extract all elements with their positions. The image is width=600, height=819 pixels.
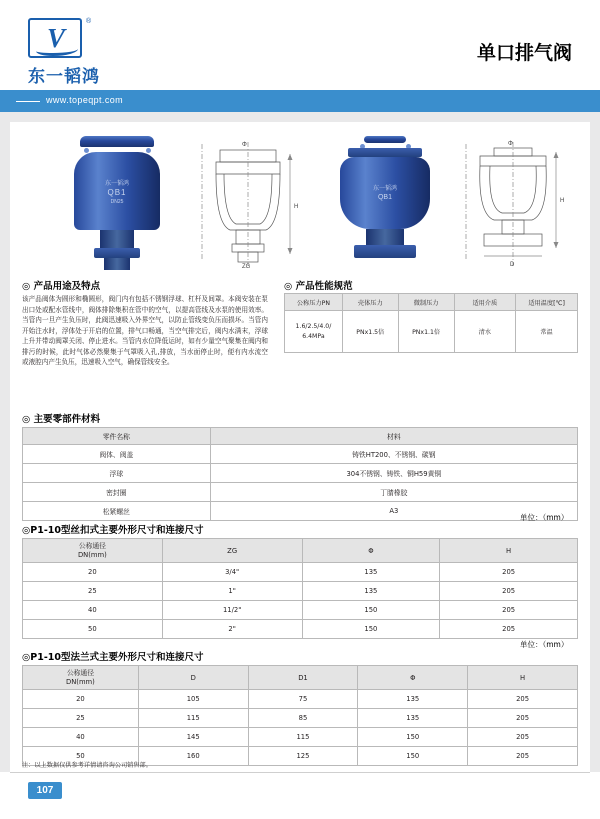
cell-seal-pressure: PNx1.1倍 xyxy=(398,311,454,353)
spec-heading: ◎ 产品性能规范 xyxy=(284,281,353,292)
registered-mark: ® xyxy=(86,18,92,25)
table-row xyxy=(23,483,578,502)
col-d: D xyxy=(138,666,248,690)
cell-d1: 85 xyxy=(248,709,358,728)
table-row xyxy=(23,445,578,464)
cell-zg: 3/4" xyxy=(162,563,302,582)
cell-material: 304不锈钢、铸铁、铜H59黄铜 xyxy=(210,464,577,483)
col-material: 材料 xyxy=(210,428,577,445)
footer-divider xyxy=(10,772,590,773)
table-header-row xyxy=(285,294,578,311)
svg-text:Φ: Φ xyxy=(508,141,513,147)
flange-dimensions-table xyxy=(22,665,578,766)
flange-dimensions-heading: ◎P1-10型法兰式主要外形尺寸和连接尺寸 xyxy=(22,652,204,663)
table-row xyxy=(23,464,578,483)
gray-divider xyxy=(0,112,600,122)
cell-h: 205 xyxy=(468,747,578,766)
cell-phi: 135 xyxy=(358,709,468,728)
svg-text:D: D xyxy=(510,262,515,268)
cell-phi: 150 xyxy=(358,747,468,766)
cell-dn: 25 xyxy=(23,582,163,601)
brand-name: 东一韬鸿 xyxy=(28,67,100,87)
materials-heading: ◎ 主要零部件材料 xyxy=(22,414,101,425)
features-heading: ◎ 产品用途及特点 xyxy=(22,281,101,292)
col-dn-line1: 公称通径 xyxy=(78,541,106,550)
cell-temperature: 常温 xyxy=(516,311,578,353)
cell-phi: 150 xyxy=(302,620,440,639)
thread-dimensions-heading: ◎P1-10型丝扣式主要外形尺寸和连接尺寸 xyxy=(22,525,204,536)
logo-mark-icon xyxy=(28,18,82,58)
svg-text:H: H xyxy=(560,198,565,204)
col-dn-line1: 公称通径 xyxy=(66,668,94,677)
col-nominal-diameter xyxy=(23,539,163,563)
cell-shell-pressure: PNx1.5倍 xyxy=(342,311,398,353)
page-title: 单口排气阀 xyxy=(476,42,572,64)
table-row xyxy=(23,709,578,728)
company-logo xyxy=(28,18,178,87)
col-phi: Φ xyxy=(358,666,468,690)
cell-h: 205 xyxy=(468,728,578,747)
cell-d1: 75 xyxy=(248,690,358,709)
col-zg: ZG xyxy=(162,539,302,563)
table-row xyxy=(23,690,578,709)
logo-swoosh-icon xyxy=(36,44,78,56)
cell-h: 205 xyxy=(440,563,578,582)
col-temperature: 适用温度[℃] xyxy=(516,294,578,311)
table-row xyxy=(23,582,578,601)
table-row xyxy=(23,728,578,747)
left-rail xyxy=(0,122,10,772)
product-photo-flanged: 东一韬鸿 QB1 xyxy=(322,130,452,270)
col-seal-pressure: 微制压力 xyxy=(398,294,454,311)
pn-line1: 1.6/2.5/4.0/ xyxy=(295,322,332,330)
table-header-row xyxy=(23,428,578,445)
right-rail xyxy=(590,122,600,772)
features-text: 该产品阀体为圆形和椭圆形，阀门内有包括不锈钢浮球、杠杆及间罩。本阀安装在泵出口处或配水管线中，阀体排除集积在管中的空气，以提高管线及水泵的使用效率。当管内一旦产生负压时，此阀迅速吸入外界空气，以防止管线变负压而损坏。当管内开始注水时，浮体处于开启的位置，排气口畅通，当空气排完后，阀内水满末，浮球上升并带动阀罩关闭、停止进水。当管内水位降低运时，如有少量空气聚集在阀内和排污的时候，此时气体必然聚集于气罩吸入孔,排放，当水面停止时，便有内水流空或液腔内产生负压，迅速吸入空气，确保管线安全。 xyxy=(22,295,268,366)
page-number: 107 xyxy=(28,782,62,799)
col-dn-line2: DN(mm) xyxy=(77,550,107,559)
col-dn-line2: DN(mm) xyxy=(65,677,95,686)
flange-unit-note: 单位：（mm） xyxy=(520,640,569,649)
col-phi: Φ xyxy=(302,539,440,563)
col-shell-pressure: 壳体压力 xyxy=(342,294,398,311)
col-nominal-diameter xyxy=(23,666,139,690)
cell-material: 铸铁HT200、不锈钢、碳钢 xyxy=(210,445,577,464)
thread-dimensions-table xyxy=(22,538,578,639)
cell-medium: 清水 xyxy=(454,311,516,353)
col-h: H xyxy=(468,666,578,690)
cell-d1: 125 xyxy=(248,747,358,766)
product-photo-threaded: 东一韬鸿 QB1 DN25 xyxy=(52,130,182,270)
table-header-row xyxy=(23,666,578,690)
cell-phi: 135 xyxy=(302,582,440,601)
product-images-row xyxy=(22,130,578,270)
cell-h: 205 xyxy=(468,690,578,709)
cell-h: 205 xyxy=(440,601,578,620)
page-header xyxy=(0,0,600,90)
logo-letter: V xyxy=(46,23,65,53)
svg-text:ZG: ZG xyxy=(242,264,251,270)
footnote: 注：以上数据仅供参考详情请咨询公司销售部。 xyxy=(22,762,152,769)
cell-d: 115 xyxy=(138,709,248,728)
cell-dn: 40 xyxy=(23,728,139,747)
cell-part-name: 浮球 xyxy=(23,464,211,483)
cell-d1: 115 xyxy=(248,728,358,747)
cell-material: A3 xyxy=(210,502,577,521)
table-row xyxy=(23,563,578,582)
cell-h: 205 xyxy=(440,582,578,601)
cell-dn: 20 xyxy=(23,690,139,709)
col-medium: 适用介质 xyxy=(454,294,516,311)
cell-part-name: 阀体、阀盖 xyxy=(23,445,211,464)
website-url: www.topeqpt.com xyxy=(46,95,124,105)
cell-dn: 50 xyxy=(23,620,163,639)
cell-d: 145 xyxy=(138,728,248,747)
cell-part-name: 密封圈 xyxy=(23,483,211,502)
cell-dn: 20 xyxy=(23,563,163,582)
col-part-name: 零件名称 xyxy=(23,428,211,445)
pn-line2: 6.4MPa xyxy=(302,332,325,340)
cell-zg: 1" xyxy=(162,582,302,601)
svg-text:Φ: Φ xyxy=(242,142,247,148)
cell-h: 205 xyxy=(468,709,578,728)
spec-table xyxy=(284,293,578,353)
technical-drawing-flanged xyxy=(456,134,576,270)
cell-nominal-pressure xyxy=(285,311,343,353)
col-nominal-pressure: 公称压力PN xyxy=(285,294,343,311)
url-bar xyxy=(0,90,600,112)
thread-unit-note: 单位：（mm） xyxy=(520,513,569,522)
cell-dn: 50 xyxy=(23,747,139,766)
cell-part-name: 松紧螺丝 xyxy=(23,502,211,521)
table-row xyxy=(23,502,578,521)
table-header-row xyxy=(23,539,578,563)
col-h: H xyxy=(440,539,578,563)
table-row xyxy=(23,601,578,620)
cell-material: 丁腈橡胶 xyxy=(210,483,577,502)
col-d1: D1 xyxy=(248,666,358,690)
materials-table xyxy=(22,427,578,521)
cell-dn: 40 xyxy=(23,601,163,620)
table-row xyxy=(285,311,578,353)
cell-phi: 135 xyxy=(358,690,468,709)
table-row xyxy=(23,620,578,639)
cell-dn: 25 xyxy=(23,709,139,728)
cell-phi: 150 xyxy=(358,728,468,747)
svg-text:H: H xyxy=(294,204,299,210)
cell-h: 205 xyxy=(440,620,578,639)
technical-drawing-threaded xyxy=(190,134,310,270)
cell-d: 105 xyxy=(138,690,248,709)
cell-zg: 2" xyxy=(162,620,302,639)
cell-phi: 150 xyxy=(302,601,440,620)
cell-d: 160 xyxy=(138,747,248,766)
cell-phi: 135 xyxy=(302,563,440,582)
url-dash-icon xyxy=(16,101,40,102)
cell-zg: 11/2" xyxy=(162,601,302,620)
